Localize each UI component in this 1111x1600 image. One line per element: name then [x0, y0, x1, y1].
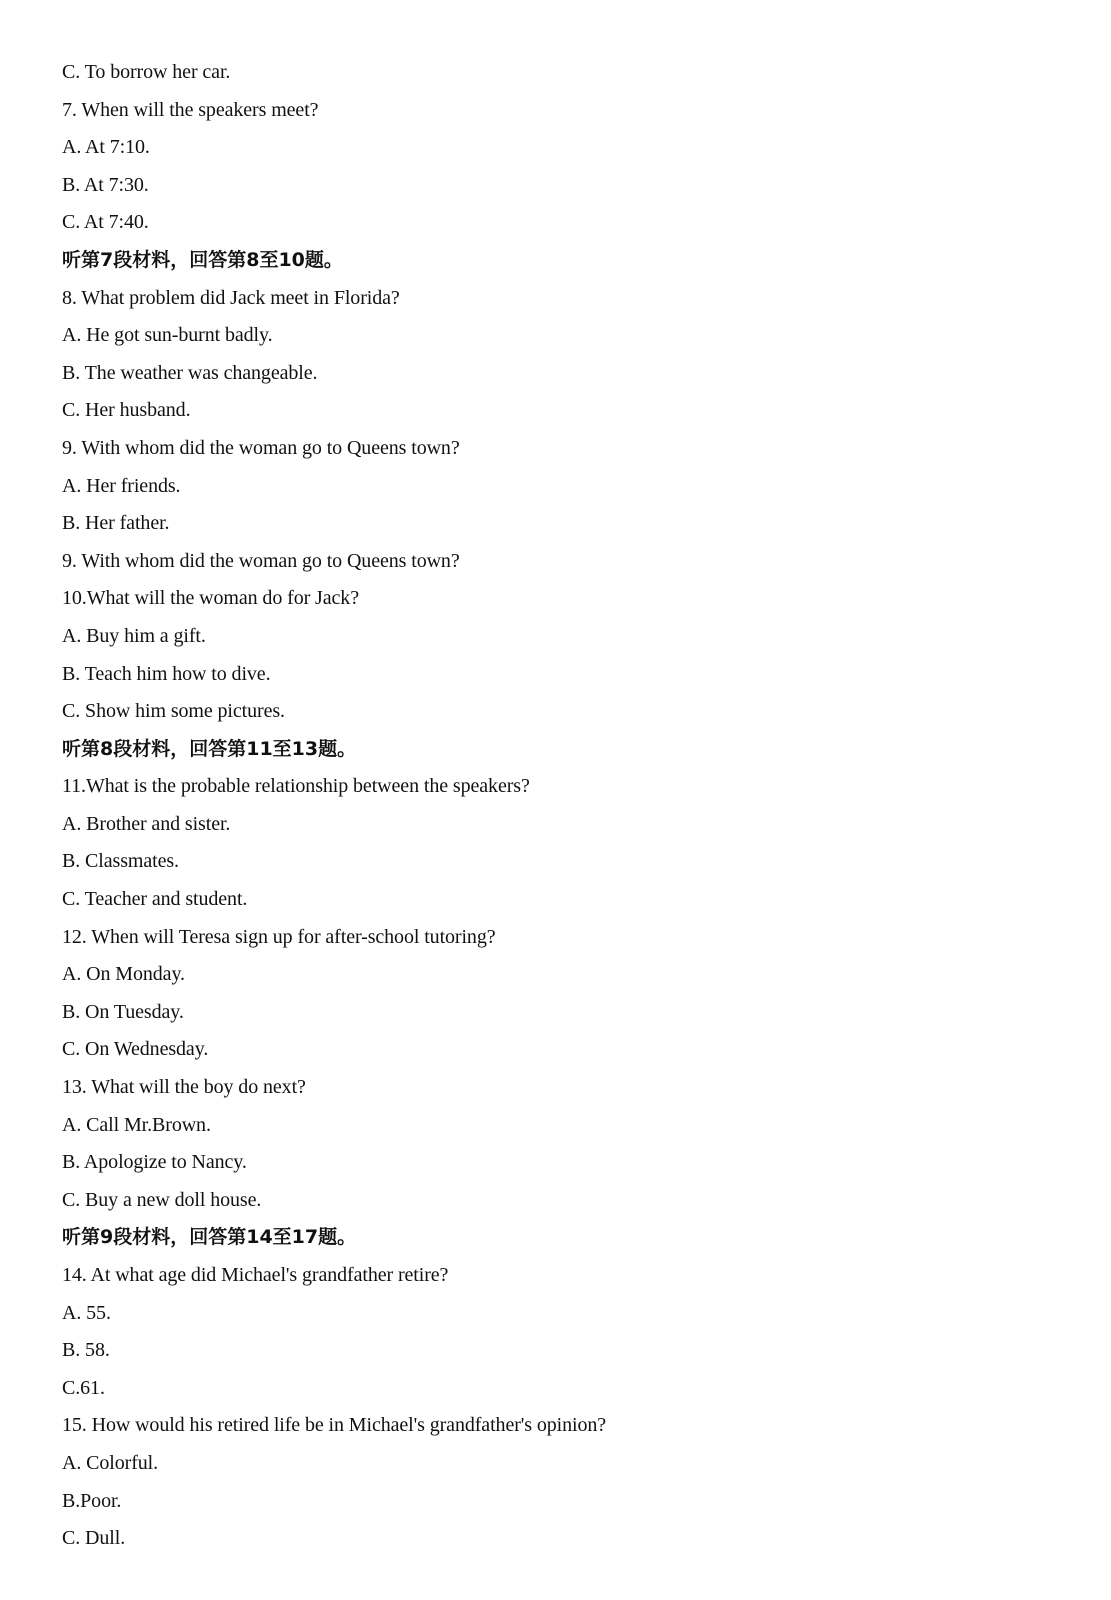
- option-line: B. Apologize to Nancy.: [62, 1151, 247, 1174]
- question-line: 13. What will the boy do next?: [62, 1076, 306, 1099]
- option-line: A. 55.: [62, 1301, 111, 1324]
- question-line: 11.What is the probable relationship between the speakers?: [62, 775, 530, 798]
- option-line: C. To borrow her car.: [62, 61, 231, 83]
- question-line: 10.What will the woman do for Jack?: [62, 587, 359, 610]
- option-line: C. Buy a new doll house.: [62, 1188, 262, 1211]
- option-line: B. Teach him how to dive.: [62, 662, 271, 685]
- option-line: A. At 7:10.: [62, 136, 150, 159]
- option-line: B. At 7:30.: [62, 173, 149, 196]
- option-line: C. Dull.: [62, 1527, 126, 1550]
- option-line: B.Poor.: [62, 1489, 122, 1512]
- option-line: B. Her father.: [62, 512, 170, 535]
- question-line: 9. With whom did the woman go to Queens town?: [62, 436, 460, 459]
- option-line: B. The weather was changeable.: [62, 361, 318, 384]
- option-line: A. Buy him a gift.: [62, 624, 206, 647]
- question-line: 9. With whom did the woman go to Queens town?: [62, 549, 460, 572]
- option-line: C.61.: [62, 1376, 105, 1399]
- option-line: A. Call Mr.Brown.: [62, 1113, 211, 1136]
- option-line: A. Brother and sister.: [62, 812, 231, 835]
- option-line: B. Classmates.: [62, 850, 179, 873]
- question-line: 7. When will the speakers meet?: [62, 98, 319, 121]
- option-line: C. Teacher and student.: [62, 888, 248, 911]
- option-line: B. On Tuesday.: [62, 1000, 184, 1023]
- option-line: A. He got sun-burnt badly.: [62, 324, 273, 347]
- section-heading: 听第9段材料，回答第14至17题。: [62, 1226, 357, 1249]
- question-line: 15. How would his retired life be in Michael's grandfather's opinion?: [62, 1414, 607, 1437]
- option-line: C. Her husband.: [62, 399, 191, 422]
- document-body: [62, 58, 1062, 1562]
- question-line: 8. What problem did Jack meet in Florida?: [62, 286, 400, 309]
- option-line: A. Colorful.: [62, 1451, 159, 1474]
- option-line: C. At 7:40.: [62, 211, 149, 234]
- option-line: A. Her friends.: [62, 474, 181, 497]
- question-line: 14. At what age did Michael's grandfather retire?: [62, 1264, 449, 1286]
- option-line: C. On Wednesday.: [62, 1038, 209, 1061]
- section-heading: 听第7段材料，回答第8至10题。: [62, 248, 343, 271]
- option-line: B. 58.: [62, 1339, 110, 1362]
- question-line: 12. When will Teresa sign up for after-school tutoring?: [62, 925, 496, 948]
- section-heading: 听第8段材料，回答第11至13题。: [62, 737, 357, 760]
- option-line: C. Show him some pictures.: [62, 700, 285, 723]
- option-line: A. On Monday.: [62, 963, 185, 986]
